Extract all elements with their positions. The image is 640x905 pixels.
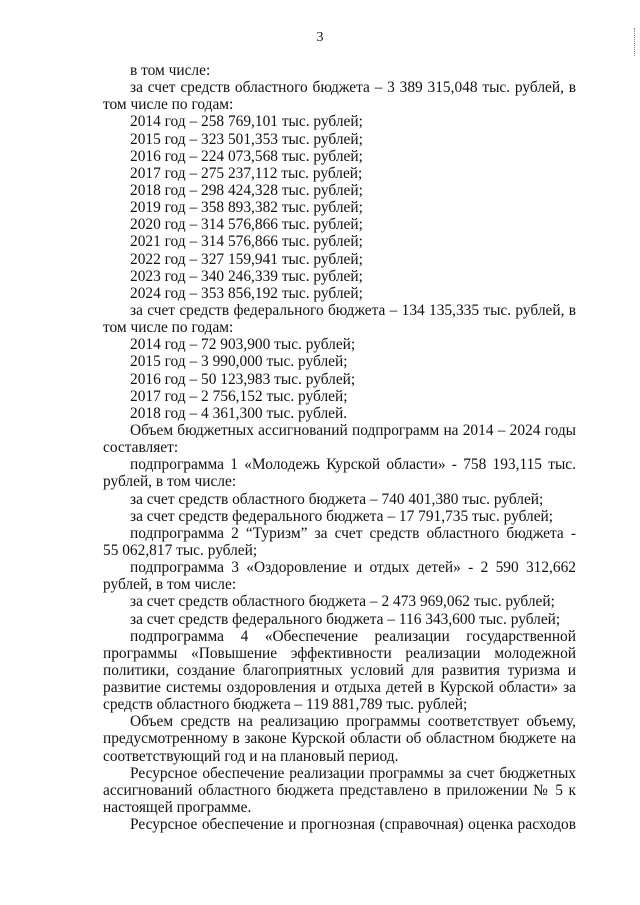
text-line: 2018 год – 4 361,300 тыс. рублей. [130, 404, 348, 422]
text-line: за счет средств областного бюджета – 2 473 969,062 тыс. рублей; [130, 593, 555, 611]
text-line: 2015 год – 323 501,353 тыс. рублей; [130, 130, 363, 148]
text-line: рублей, в том числе: [103, 576, 237, 594]
document-body [103, 62, 576, 833]
text-line: 2014 год – 258 769,101 тыс. рублей; [130, 113, 363, 131]
text-line: 2017 год – 275 237,112 тыс. рублей; [130, 164, 363, 182]
text-line: подпрограмма 2 “Туризм” за счет средств областного бюджета - [130, 524, 576, 542]
text-line: Объем бюджетных ассигнований подпрограмм на 2014 – 2024 годы [130, 421, 576, 439]
text-line: Ресурсное обеспечение и прогнозная (справочная) оценка расходов [130, 816, 576, 834]
text-line: 2024 год – 353 856,192 тыс. рублей; [130, 284, 363, 302]
text-line: 55 062,817 тыс. рублей; [103, 541, 258, 559]
text-line: подпрограмма 3 «Оздоровление и отдых детей» - 2 590 312,662 [130, 559, 576, 577]
text-line: подпрограмма 4 «Обеспечение реализации государственной [130, 627, 576, 645]
text-line: рублей, в том числе: [103, 473, 237, 491]
text-line: предусмотренному в законе Курской области об областном бюджете на [103, 730, 576, 748]
text-line: 2017 год – 2 756,152 тыс. рублей; [130, 387, 348, 405]
text-line: политики, создание благоприятных условий для развития туризма и [103, 661, 576, 679]
text-line: 2014 год – 72 903,900 тыс. рублей; [130, 336, 356, 354]
text-line: 2016 год – 50 123,983 тыс. рублей; [130, 370, 356, 388]
text-line: том числе по годам: [103, 96, 234, 114]
text-line: 2020 год – 314 576,866 тыс. рублей; [130, 216, 363, 234]
text-line: за счет средств федерального бюджета – 17 791,735 тыс. рублей; [130, 507, 554, 525]
text-line: соответствующий год и на плановый период. [103, 747, 399, 765]
text-line: подпрограмма 1 «Молодежь Курской области» - 758 193,115 тыс. [130, 456, 576, 474]
text-line: 2019 год – 358 893,382 тыс. рублей; [130, 199, 363, 217]
text-line: за счет средств областного бюджета – 3 389 315,048 тыс. рублей, в [130, 79, 576, 97]
text-line: за счет средств федерального бюджета – 134 135,335 тыс. рублей, в [130, 301, 576, 319]
text-line: том числе по годам: [103, 319, 234, 337]
text-line: ассигнований областного бюджета представлено в приложении № 5 к [103, 781, 576, 799]
text-line: за счет средств областного бюджета – 740 401,380 тыс. рублей; [130, 490, 544, 508]
text-line: 2018 год – 298 424,328 тыс. рублей; [130, 181, 363, 199]
text-line: за счет средств федерального бюджета – 116 343,600 тыс. рублей; [130, 610, 561, 628]
text-line: составляет: [103, 439, 179, 457]
text-line: 2015 год – 3 990,000 тыс. рублей; [130, 353, 348, 371]
text-line: Ресурсное обеспечение реализации программы за счет бюджетных [130, 764, 576, 782]
text-line: развитие системы оздоровления и отдыха детей в Курской области» за [103, 679, 576, 697]
scan-edge-mark [634, 28, 638, 56]
text-line: 2021 год – 314 576,866 тыс. рублей; [130, 233, 363, 251]
text-line: Объем средств на реализацию программы соответствует объему, [130, 713, 576, 731]
text-line: средств областного бюджета – 119 881,789 тыс. рублей; [103, 696, 468, 714]
text-line: настоящей программе. [103, 799, 252, 817]
text-line: в том числе: [130, 62, 211, 79]
text-line: 2016 год – 224 073,568 тыс. рублей; [130, 147, 363, 165]
page-number: 3 [316, 30, 324, 45]
text-line: 2022 год – 327 159,941 тыс. рублей; [130, 250, 363, 268]
text-line: программы «Повышение эффективности реализации молодежной [103, 644, 576, 662]
text-line: 2023 год – 340 246,339 тыс. рублей; [130, 267, 363, 285]
